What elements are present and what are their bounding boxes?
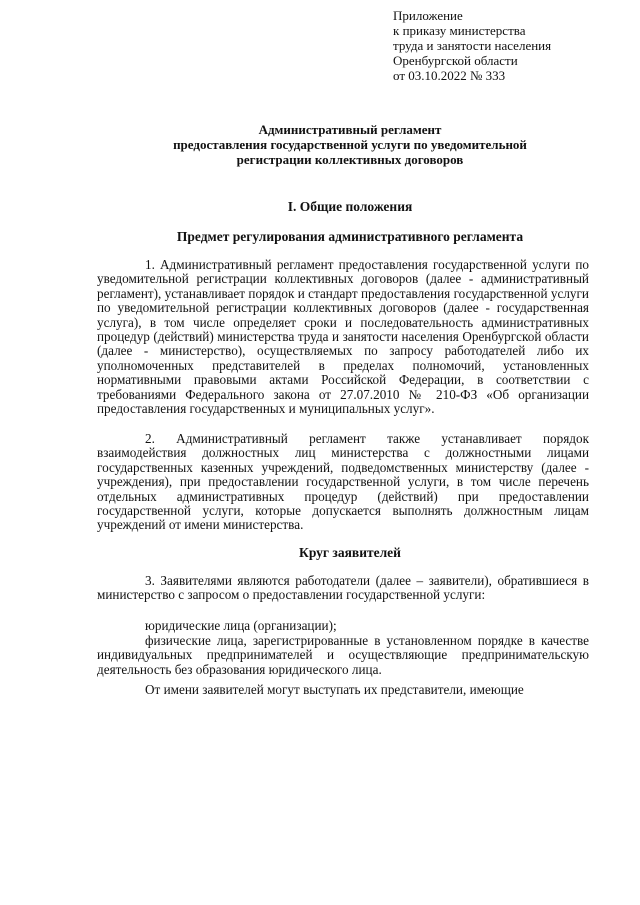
title-line: предоставления государственной услуги по уведомительной <box>173 137 527 152</box>
paragraph-1 <box>97 258 589 416</box>
paragraph-3-text: 3. Заявителями являются работодатели (далее – заявители), обратившиеся в министерство с запросом о предоставлении государственной услуги: <box>97 573 589 603</box>
paragraph-3 <box>97 574 589 603</box>
appendix-line: к приказу министерства <box>393 23 526 38</box>
appendix-line: Приложение <box>393 8 463 23</box>
subject-heading: Предмет регулирования административного регламента <box>176 229 524 244</box>
appendix-line: труда и занятости населения <box>393 38 552 53</box>
section-heading: I. Общие положения <box>287 199 413 214</box>
title-line: Административный регламент <box>258 122 442 137</box>
appendix-line: Оренбургской области <box>393 53 518 68</box>
representatives-text: От имени заявителей могут выступать их представители, имеющие <box>145 682 524 697</box>
applicants-heading: Круг заявителей <box>299 545 401 560</box>
title-line: регистрации коллективных договоров <box>236 152 464 167</box>
individuals-item <box>97 634 589 677</box>
representatives-paragraph <box>97 683 589 697</box>
legal-entities-item: юридические лица (организации); <box>145 618 337 633</box>
paragraph-1-text: 1. Административный регламент предоставления государственной услуги по уведомительной регистрации коллективных договоров (далее - административный регламент), устанавливает порядок и стандарт предоставления государственной услуги по уведомительной регистрации коллективных договоров (далее - государственная услуга), в том числе определяет сроки и последовательность административных процедур (действий) министерства труда и занятости населения Оренбургской области (далее - министерство), осуществляемых по запросу работодателей либо их уполномоченных представителей в пределах полномочий, установленных нормативными правовыми актами Российской Федерации, в соответствии с требованиями Федерального закона от 27.07.2010 № 210-ФЗ «Об организации предоставления государственных и муниципальных услуг». <box>97 257 589 417</box>
individuals-item-text: физические лица, зарегистрированные в установленном порядке в качестве индивидуальных предпринимателей и осуществляющие предпринимательскую деятельность без образования юридического лица. <box>97 633 589 677</box>
appendix-date-line: от 03.10.2022 № 333 <box>393 68 506 83</box>
paragraph-2-text: 2. Административный регламент также устанавливает порядок взаимодействия должностных лиц министерства с должностными лицами государственных казенных учреждений, подведомственных министерству (далее - учреждения), при предоставлении государственной услуги, в том числе перечень отдельных административных процедур (действий) при предоставлении государственной услуги, которые допускается выполнять должностным лицам учреждений от имени министерства. <box>97 431 589 533</box>
paragraph-2 <box>97 432 589 533</box>
document-title <box>100 122 600 167</box>
appendix-block <box>393 8 633 83</box>
